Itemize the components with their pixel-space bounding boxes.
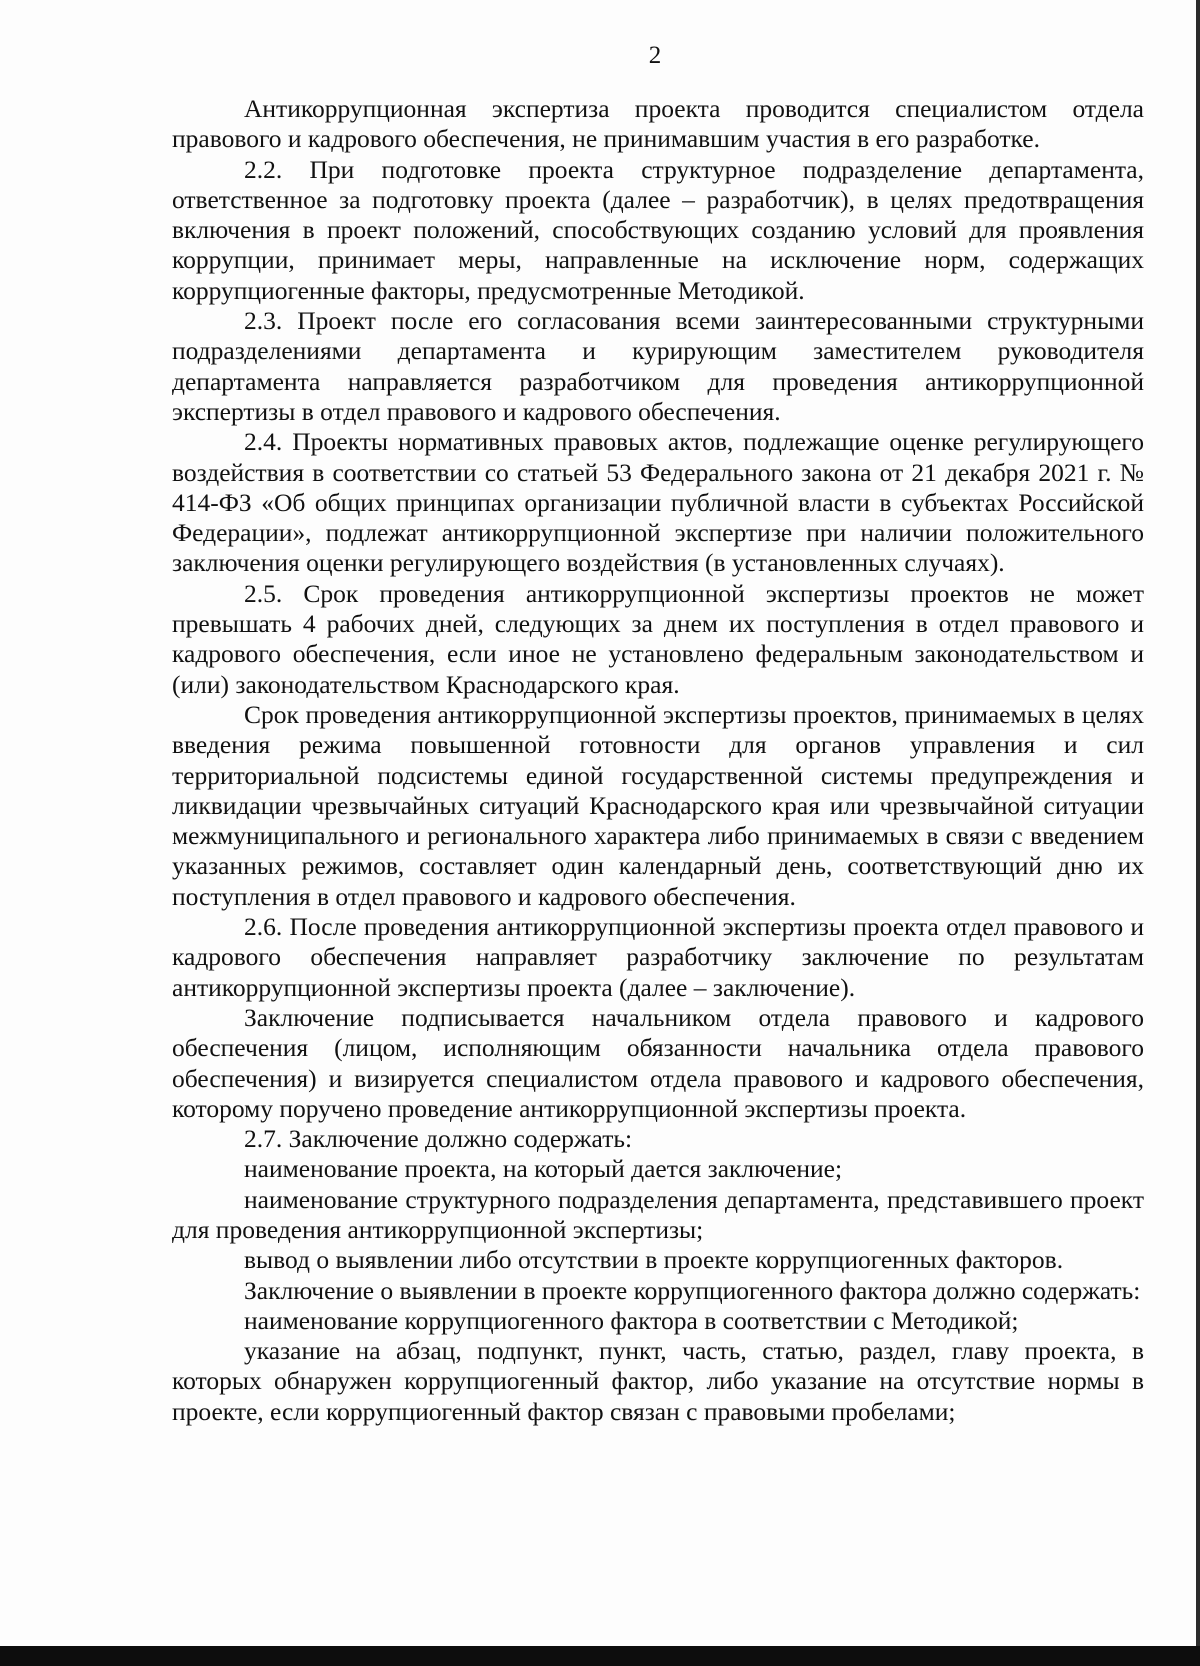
paragraph-emergency-term: Срок проведения антикоррупционной экспертизы проектов, принимаемых в целях введения режима повышенной готовности для органов управления и сил территориальной подсистемы единой государственной системы предупреждения и ликвидации чрезвычайных ситуаций Краснодарского края или чрезвычайной ситуации межмуниципального и регионального характера либо принимаемых в связи с введением указанных режимов, составляет один календарный день, соответствующий дню их поступления в отдел правового и кадрового обеспечения. <box>172 699 1144 911</box>
paragraph-2-5: 2.5. Срок проведения антикоррупционной экспертизы проектов не может превышать 4 рабочих дней, следующих за днем их поступления в отдел правового и кадрового обеспечения, если иное не установлено федеральным законодательством и (или) законодательством Краснодарского края. <box>172 578 1144 699</box>
scan-edge-bottom <box>0 1646 1200 1666</box>
scan-edge-right <box>1196 0 1200 1666</box>
paragraph-2-3: 2.3. Проект после его согласования всеми заинтересованными структурными подразделениями департамента и курирующим заместителем руководителя департамента направляется разработчиком для проведения антикоррупционной экспертизы в отдел правового и кадрового обеспечения. <box>172 306 1144 426</box>
paragraph-2-2: 2.2. При подготовке проекта структурное подразделение департамента, ответственное за подготовку проекта (далее – разработчик), в целях предотвращения включения в проект положений, способствующих созданию условий для проявления коррупции, принимает меры, направленные на исключение норм, содержащих коррупциогенные факторы, предусмотренные Методикой. <box>172 154 1144 305</box>
list-item-factor-name: наименование коррупциогенного фактора в соответствии с Методикой; <box>244 1305 1019 1335</box>
paragraph-factor-conclusion: Заключение о выявлении в проекте коррупциогенного фактора должно содержать: <box>244 1275 1141 1305</box>
paragraph-2-6: 2.6. После проведения антикоррупционной экспертизы проекта отдел правового и кадрового обеспечения направляет разработчику заключение по результатам антикоррупционной экспертизы проекта (далее – заключение). <box>172 912 1144 1002</box>
list-item-department-unit: наименование структурного подразделения департамента, представившего проект для проведения антикоррупционной экспертизы; <box>172 1184 1144 1244</box>
document-body <box>172 94 1144 1427</box>
paragraph-expertise-specialist: Антикоррупционная экспертиза проекта проводится специалистом отдела правового и кадрового обеспечения, не принимавшим участия в его разработке. <box>172 94 1144 154</box>
list-item-project-name: наименование проекта, на который дается заключение; <box>244 1154 843 1184</box>
page-number: 2 <box>648 42 662 69</box>
list-item-factor-location: указание на абзац, подпункт, пункт, часть, статью, раздел, главу проекта, в которых обнаружен коррупциогенный фактор, либо указание на отсутствие нормы в проекте, если коррупциогенный фактор связан с правовыми пробелами; <box>172 1336 1144 1426</box>
paragraph-2-4: 2.4. Проекты нормативных правовых актов, подлежащие оценке регулирующего воздействия в соответствии со статьей 53 Федерального закона от 21 декабря 2021 г. № 414-ФЗ «Об общих принципах организации публичной власти в субъектах Российской Федерации», подлежат антикоррупционной экспертизе при наличии положительного заключения оценки регулирующего воздействия (в установленных случаях). <box>172 427 1144 578</box>
paragraph-conclusion-signing: Заключение подписывается начальником отдела правового и кадрового обеспечения (лицом, исполняющим обязанности начальника отдела правового обеспечения) и визируется специалистом отдела правового и кадрового обеспечения, которому поручено проведение антикоррупционной экспертизы проекта. <box>172 1002 1144 1123</box>
paragraph-2-7: 2.7. Заключение должно содержать: <box>244 1124 633 1154</box>
list-item-conclusion-result: вывод о выявлении либо отсутствии в проекте коррупциогенных факторов. <box>244 1245 1064 1275</box>
